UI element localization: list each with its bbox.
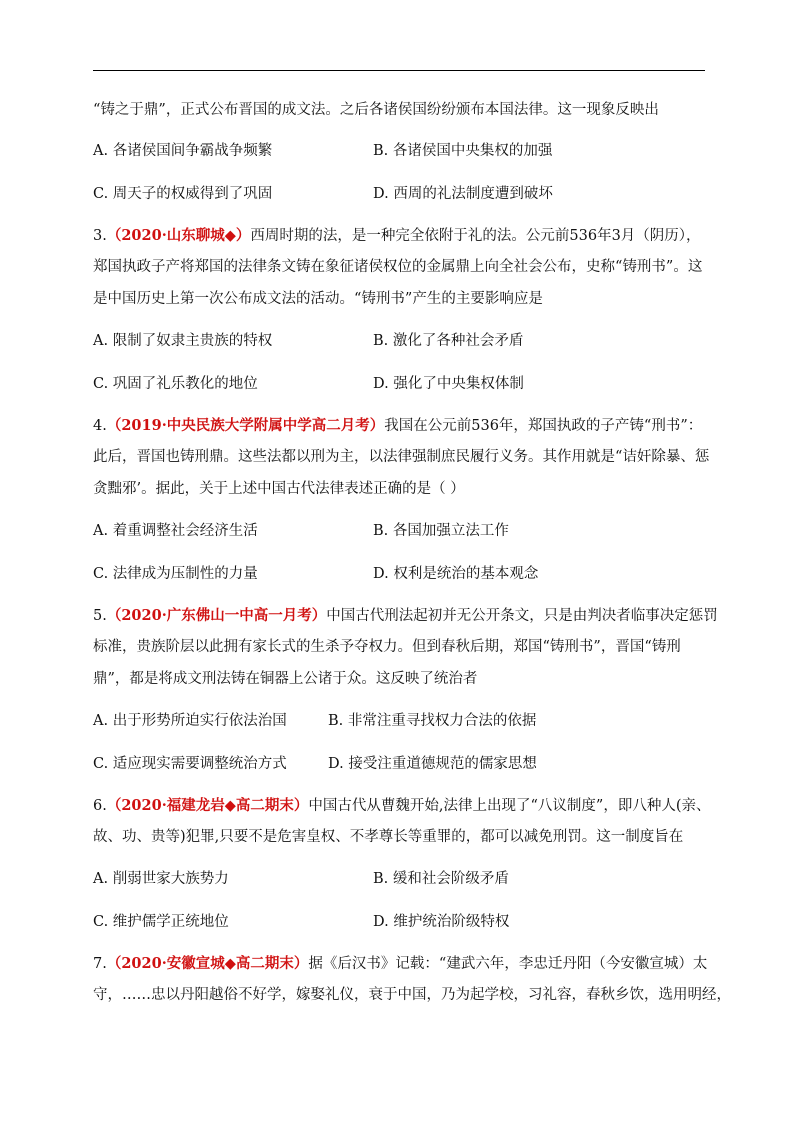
q6-stem-line-1 — [93, 796, 711, 816]
q2-option-b[interactable]: B. 各诸侯国中央集权的加强 — [373, 143, 553, 159]
q3-source: （2020·山东聊城◆） — [106, 227, 251, 244]
q3-option-b[interactable]: B. 激化了各种社会矛盾 — [373, 333, 524, 349]
q6-stem-line-2: 故、功、贵等)犯罪,只要不是危害皇权、不孝尊长等重罪的，都可以减免刑罚。这一制度旨在 — [93, 829, 684, 845]
q2-option-c[interactable]: C. 周天子的权威得到了巩固 — [93, 186, 273, 202]
q4-source: （2019·中央民族大学附属中学高二月考） — [106, 417, 385, 434]
q4-stem-line-3: 贪黜邪’。据此，关于上述中国古代法律表述正确的是（ ） — [93, 481, 465, 497]
q5-text-1: 中国古代刑法起初并无公开条文，只是由判决者临事决定惩罚 — [326, 608, 718, 624]
q7-text-1: 据《后汉书》记载：“建武六年，李忠迁丹阳（今安徽宣城）太 — [308, 956, 708, 972]
q5-option-a[interactable]: A. 出于形势所迫实行依法治国 — [93, 713, 287, 729]
q7-number: 7. — [93, 956, 107, 972]
q3-stem-line-2: 郑国执政子产将郑国的法律条文铸在象征诸侯权位的金属鼎上向全社会公布，史称“铸刑书”。这 — [93, 259, 703, 275]
q2-option-a[interactable]: A. 各诸侯国间争霸战争频繁 — [93, 143, 273, 159]
q3-option-d[interactable]: D. 强化了中央集权体制 — [373, 376, 524, 392]
q6-option-c[interactable]: C. 维护儒学正统地位 — [93, 914, 229, 930]
q5-stem-line-3: 鼎”，都是将成文刑法铸在铜器上公诸于众。这反映了统治者 — [93, 671, 478, 687]
q5-option-c[interactable]: C. 适应现实需要调整统治方式 — [93, 756, 287, 772]
q3-stem-line-1 — [93, 226, 701, 246]
q2-stem-line: “铸之于鼎”，正式公布晋国的成文法。之后各诸侯国纷纷颁布本国法律。这一现象反映出 — [93, 102, 659, 118]
q4-option-b[interactable]: B. 各国加强立法工作 — [373, 523, 509, 539]
q3-option-a[interactable]: A. 限制了奴隶主贵族的特权 — [93, 333, 273, 349]
q4-stem-line-1 — [93, 416, 702, 436]
q6-option-d[interactable]: D. 维护统治阶级特权 — [373, 914, 510, 930]
q5-source: （2020·广东佛山一中高一月考） — [106, 607, 327, 624]
q7-stem-line-2: 守，……忠以丹阳越俗不好学，嫁娶礼仪，衰于中国，乃为起学校，习礼容，春秋乡饮，选用明经， — [93, 987, 731, 1003]
q6-option-b[interactable]: B. 缓和社会阶级矛盾 — [373, 871, 509, 887]
q4-text-1: 我国在公元前536年，郑国执政的子产铸“刑书”： — [384, 418, 703, 434]
q6-option-a[interactable]: A. 削弱世家大族势力 — [93, 871, 229, 887]
q6-number: 6. — [93, 798, 107, 814]
q7-source: （2020·安徽宣城◆高二期末） — [106, 955, 309, 972]
q5-stem-line-1 — [93, 606, 718, 626]
q2-option-d[interactable]: D. 西周的礼法制度遭到破坏 — [373, 186, 553, 202]
q3-number: 3. — [93, 228, 107, 244]
q4-option-d[interactable]: D. 权利是统治的基本观念 — [373, 566, 539, 582]
q4-number: 4. — [93, 418, 107, 434]
q5-stem-line-2: 标准，贵族阶层以此拥有家长式的生杀予夺权力。但到春秋后期，郑国“铸刑书”，晋国“铸刑 — [93, 639, 681, 655]
q6-source: （2020·福建龙岩◆高二期末） — [106, 797, 309, 814]
q4-option-a[interactable]: A. 着重调整社会经济生活 — [93, 523, 258, 539]
q4-option-c[interactable]: C. 法律成为压制性的力量 — [93, 566, 258, 582]
q3-text-1: 西周时期的法，是一种完全依附于礼的法。公元前536年3月（阴历）， — [250, 228, 701, 244]
q7-stem-line-1 — [93, 954, 707, 974]
header-rule — [93, 70, 705, 71]
q5-number: 5. — [93, 608, 107, 624]
q6-text-1: 中国古代从曹魏开始,法律上出现了“八议制度”，即八种人(亲、 — [308, 798, 711, 814]
q3-stem-line-3: 是中国历史上第一次公布成文法的活动。“铸刑书”产生的主要影响应是 — [93, 291, 543, 307]
q4-stem-line-2: 此后，晋国也铸刑鼎。这些法都以刑为主，以法律强制庶民履行义务。其作用就是“诘奸除暴、惩 — [93, 449, 710, 465]
q5-option-b[interactable]: B. 非常注重寻找权力合法的依据 — [328, 713, 537, 729]
q3-option-c[interactable]: C. 巩固了礼乐教化的地位 — [93, 376, 258, 392]
q5-option-d[interactable]: D. 接受注重道德规范的儒家思想 — [328, 756, 537, 772]
